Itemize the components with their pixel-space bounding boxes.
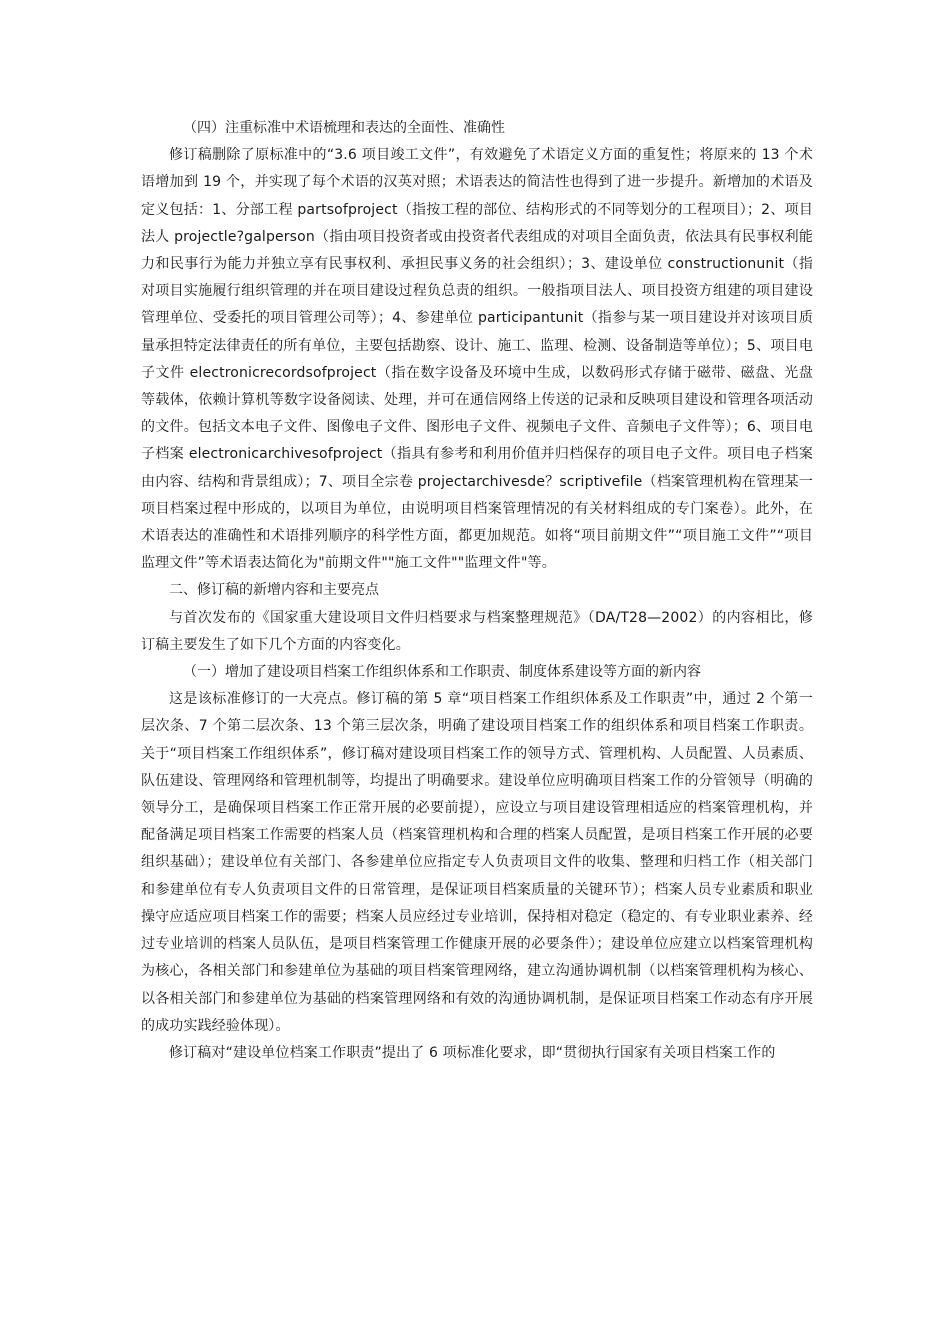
document-page <box>141 115 813 1067</box>
paragraph-responsibilities: 修订稿对“建设单位档案工作职责”提出了 6 项标准化要求，即“贯彻执行国家有关项目档案工作的 <box>169 1044 776 1061</box>
paragraph-organization: 这是该标准修订的一大亮点。修订稿的第 5 章“项目档案工作组织体系及工作职责”中，通过 2 个第一层次条、7 个第二层次条、13 个第三层次条，明确了建设项目档案工作的组织体系和项目档案工作职责。关于“项目档案工作组织体系”，修订稿对建设项目档案工作的领导方式、管理机构、人员配置、人员素质、队伍建设、管理网络和管理机制等，均提出了明确要求。建设单位应明确项目档案工作的分管领导（明确的领导分工，是确保项目档案工作正常开展的必要前提），应设立与项目建设管理相适应的档案管理机构，并配备满足项目档案工作需要的档案人员（档案管理机构和合理的档案人员配置，是项目档案工作开展的必要组织基础）；建设单位有关部门、各参建单位应指定专人负责项目文件的收集、整理和归档工作（相关部门和参建单位有专人负责项目文件的日常管理，是保证项目档案质量的关键环节）；档案人员专业素质和职业操守应适应项目档案工作的需要；档案人员应经过专业培训，保持相对稳定（稳定的、有专业职业素养、经过专业培训的档案人员队伍，是项目档案管理工作健康开展的必要条件）；建设单位应建立以档案管理机构为核心，各相关部门和参建单位为基础的项目档案管理网络，建立沟通协调机制（以档案管理机构为核心、以各相关部门和参建单位为基础的档案管理网络和有效的沟通协调机制，是保证项目档案工作动态有序开展的成功实践经验体现）。 <box>141 691 813 1034</box>
section-heading-1: （一）增加了建设项目档案工作组织体系和工作职责、制度体系建设等方面的新内容 <box>183 664 701 681</box>
paragraph-comparison: 与首次发布的《国家重大建设项目文件归档要求与档案整理规范》（DA/T28—2002）的内容相比，修订稿主要发生了如下几个方面的内容变化。 <box>141 609 813 653</box>
paragraph-terminology: 修订稿删除了原标准中的“3.6 项目竣工文件”，有效避免了术语定义方面的重复性；将原来的 13 个术语增加到 19 个，并实现了每个术语的汉英对照；术语表达的简洁性也得到了进一步提升。新增加的术语及定义包括：1、分部工程 partsofproject（指按工程的部位、结构形式的不同等划分的工程项目）；2、项目法人 projectle?galperson（指由项目投资者或由投资者代表组成的对项目全面负责，依法具有民事权利能力和民事行为能力并独立享有民事权利、承担民事义务的社会组织）；3、建设单位 constructionunit（指对项目实施履行组织管理的并在项目建设过程负总责的组织。一般指项目法人、项目投资方组建的项目建设管理单位、受委托的项目管理公司等）；4、参建单位 participantunit（指参与某一项目建设并对该项目质量承担特定法律责任的所有单位，主要包括勘察、设计、施工、监理、检测、设备制造等单位）；5、项目电子文件 electronicrecordsofproject（指在数字设备及环境中生成，以数码形式存储于磁带、磁盘、光盘等载体，依赖计算机等数字设备阅读、处理，并可在通信网络上传送的记录和反映项目建设和管理各项活动的文件。包括文本电子文件、图像电子文件、图形电子文件、视频电子文件、音频电子文件等）；6、项目电子档案 electronicarchivesofproject（指具有参考和利用价值并归档保存的项目电子文件。项目电子档案由内容、结构和背景组成）；7、项目全宗卷 projectarchivesde？scriptivefile（档案管理机构在管理某一项目档案过程中形成的，以项目为单位，由说明项目档案管理情况的有关材料组成的专门案卷）。此外，在术语表达的准确性和术语排列顺序的科学性方面，都更加规范。如将“项目前期文件”“项目施工文件”“项目监理文件”等术语表达简化为"前期文件""施工文件""监理文件"等。 <box>141 147 813 572</box>
section-heading-2: 二、修订稿的新增内容和主要亮点 <box>169 582 379 599</box>
section-heading-4: （四）注重标准中术语梳理和表达的全面性、准确性 <box>183 120 505 136</box>
